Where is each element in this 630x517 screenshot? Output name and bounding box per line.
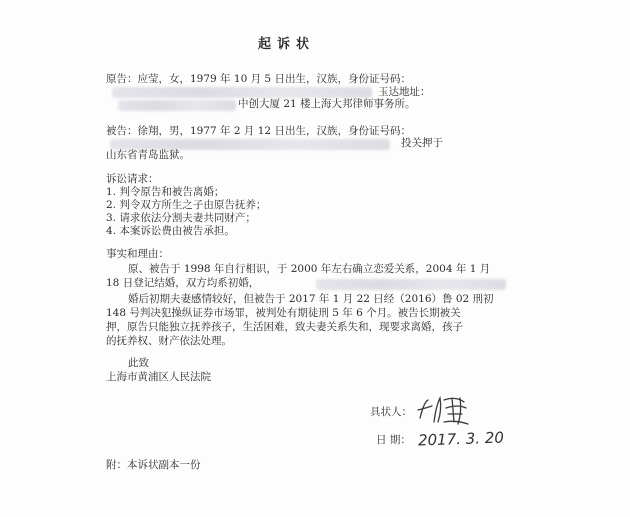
claim-item: 4. 本案诉讼费由被告承担。 [106, 225, 235, 237]
plaintiff-address-label: 玉达地址： [378, 86, 431, 98]
defendant-line-1: 被告：徐翔，男，1977 年 2 月 12 日出生，汉族，身份证号码： [106, 125, 411, 137]
plaintiff-line-2: 中创大厦 21 楼上海大邦律师事务所。 [238, 98, 416, 110]
attachment-note: 附：本诉状副本一份 [106, 459, 201, 471]
redacted-facts [316, 279, 506, 290]
handwritten-signature [414, 392, 474, 428]
facts-line: 的抚养权、财产依法处理。 [106, 335, 232, 347]
facts-line: 148 号判决犯操纵证券市场罪，被判处有期徒刑 5 年 6 个月。被告长期被关 [106, 307, 461, 319]
signer-label: 具状人： [370, 406, 412, 418]
date-label: 日 期： [376, 434, 411, 446]
facts-heading: 事实和理由： [106, 248, 169, 260]
defendant-detention-label: 投关押于 [401, 137, 443, 149]
plaintiff-line-1: 原告：应莹，女，1979 年 10 月 5 日出生，汉族，身份证号码： [106, 73, 411, 85]
claim-item: 2. 判令双方所生之子由原告抚养； [106, 199, 267, 211]
handwritten-date: 2017. 3. 20 [417, 428, 505, 450]
facts-line: 原、被告于 1998 年自行相识，于 2000 年左右确立恋爱关系，2004 年 1 月 [128, 263, 491, 275]
redacted-address-plaintiff [118, 100, 236, 111]
facts-line: 18 日登记结婚，双方均系初婚， [106, 277, 260, 289]
document-title: 起诉状 [258, 37, 316, 52]
facts-line: 婚后初期夫妻感情较好，但被告于 2017 年 1 月 22 日经（2016）鲁 02 刑初 [128, 293, 494, 305]
claim-item: 1. 判令原告和被告离婚； [106, 186, 225, 198]
salutation: 此致 [128, 357, 149, 369]
court-name: 上海市黄浦区人民法院 [106, 371, 211, 383]
defendant-line-3: 山东省青岛监狱。 [106, 149, 190, 161]
claims-heading: 诉讼请求： [106, 173, 159, 185]
claim-item: 3. 请求依法分割夫妻共同财产； [106, 212, 256, 224]
facts-line: 押，原告只能独立抚养孩子，生活困难，致夫妻关系失和，现要求离婚，孩子 [106, 321, 463, 333]
